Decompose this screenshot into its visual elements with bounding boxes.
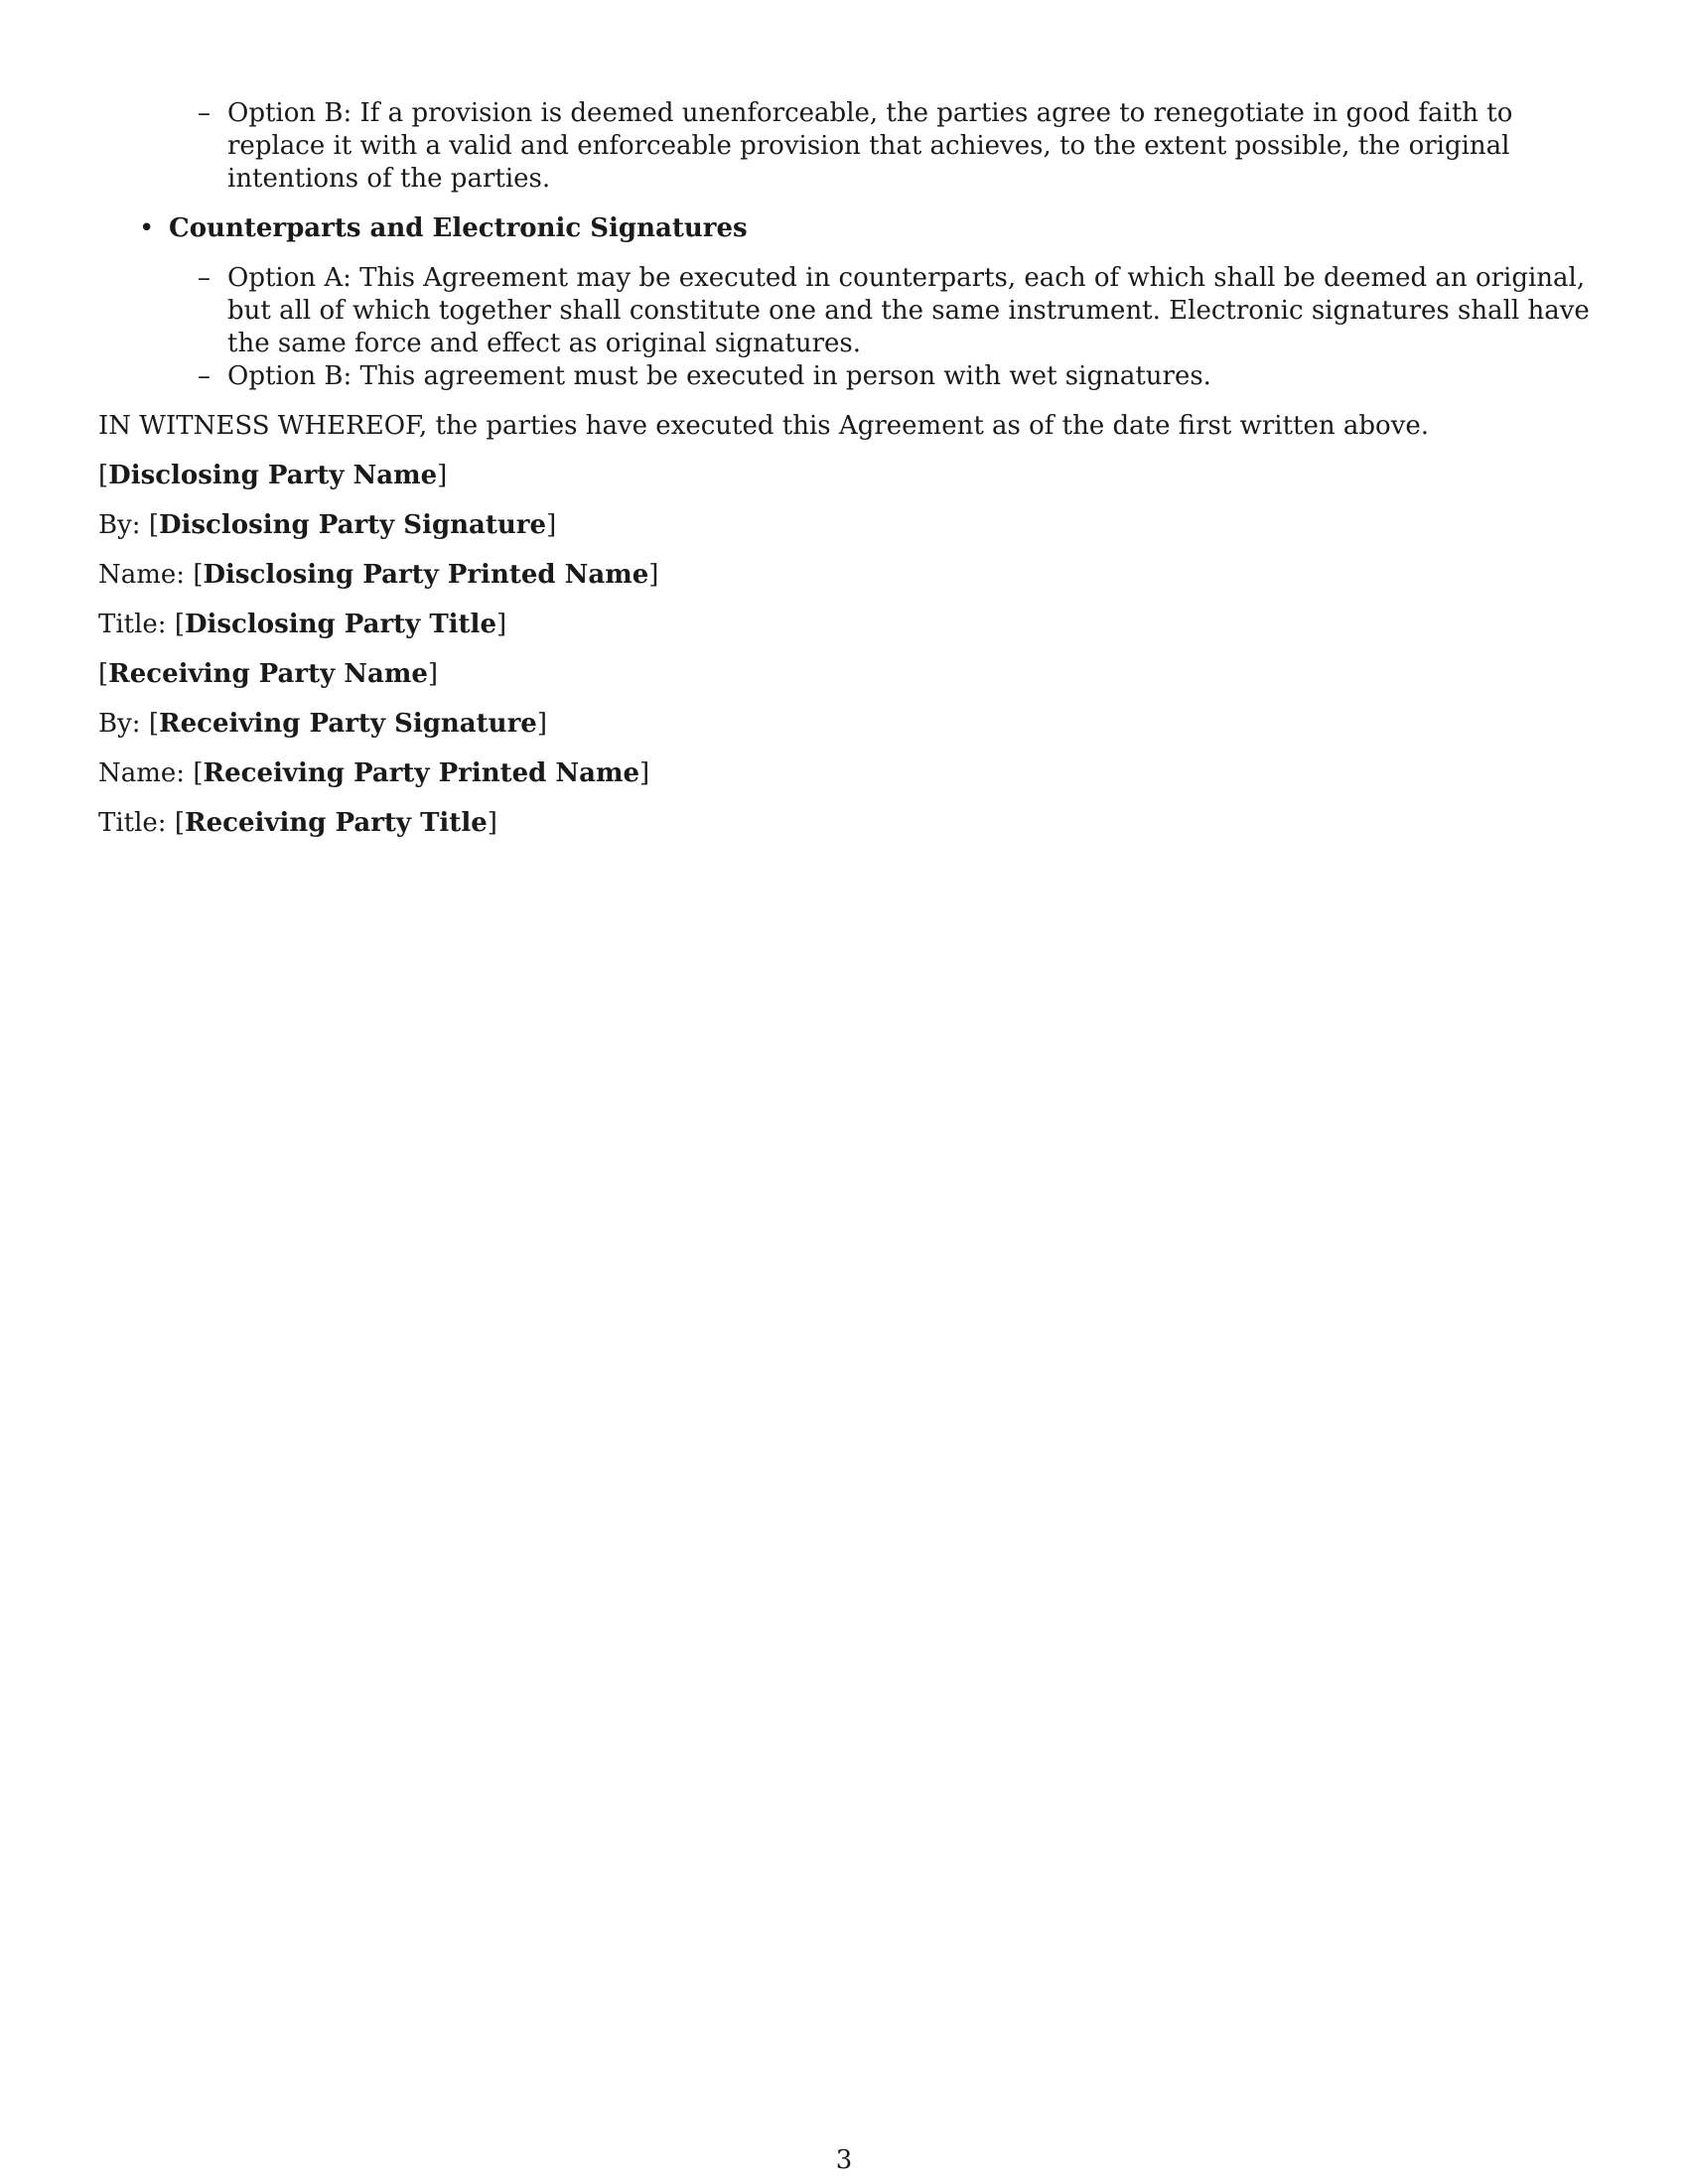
witness-statement: IN WITNESS WHEREOF, the parties have executed this Agreement as of the date first written above. [98,411,1430,441]
receiving-party-signature: Receiving Party Signature [158,709,537,739]
dash-marker: – [198,98,211,128]
document-body [98,97,1590,840]
name-label: Name: [98,560,186,590]
name-label: Name: [98,758,186,788]
disclosing-party-printed-name: Disclosing Party Printed Name [203,560,649,590]
receiving-party-name-line: [Receiving Party Name] [98,659,439,689]
severability-options [98,97,1590,196]
disclosing-party-title: Disclosing Party Title [185,610,496,639]
receiving-party-printed-name-line: Name: [Receiving Party Printed Name] [98,758,650,788]
dash-marker: – [198,263,211,293]
counterparts-options [98,262,1590,393]
disclosing-party-title-line: Title: [Disclosing Party Title] [98,610,507,639]
counterparts-option-a [98,262,1590,360]
counterparts-heading [98,212,1590,245]
disclosing-party-signature: Disclosing Party Signature [158,510,547,540]
receiving-party-name: Receiving Party Name [108,659,428,689]
by-label: By: [98,709,141,739]
disclosing-party-name-line: [Disclosing Party Name] [98,461,448,490]
disclosing-party-name: Disclosing Party Name [108,461,438,490]
option-text: Option B: If a provision is deemed unenforceable, the parties agree to renegotiate in good faith to replace it with a valid and enforceable provision that achieves, to the extent possible, the original intentions of the parties. [227,98,1513,194]
receiving-party-title: Receiving Party Title [185,808,488,838]
disclosing-party-by-line: By: [Disclosing Party Signature] [98,510,557,540]
receiving-party-title-line: Title: [Receiving Party Title] [98,808,497,838]
counterparts-option-b [98,360,1590,393]
title-label: Title: [98,610,167,639]
option-text: Option B: This agreement must be executed in person with wet signatures. [227,361,1211,391]
title-label: Title: [98,808,167,838]
section-heading: Counterparts and Electronic Signatures [169,213,748,243]
option-text: Option A: This Agreement may be executed in counterparts, each of which shall be deemed an original, but all of which together shall constitute one and the same instrument. Electronic signatures shall have the same force and effect as original signatures. [227,263,1590,358]
receiving-party-printed-name: Receiving Party Printed Name [203,758,640,788]
dash-marker: – [198,361,211,391]
severability-option-b [98,97,1590,196]
receiving-party-by-line: By: [Receiving Party Signature] [98,709,547,739]
by-label: By: [98,510,141,540]
disclosing-party-printed-name-line: Name: [Disclosing Party Printed Name] [98,560,659,590]
bullet-marker: • [139,213,155,243]
page-number: 3 [835,2145,853,2175]
